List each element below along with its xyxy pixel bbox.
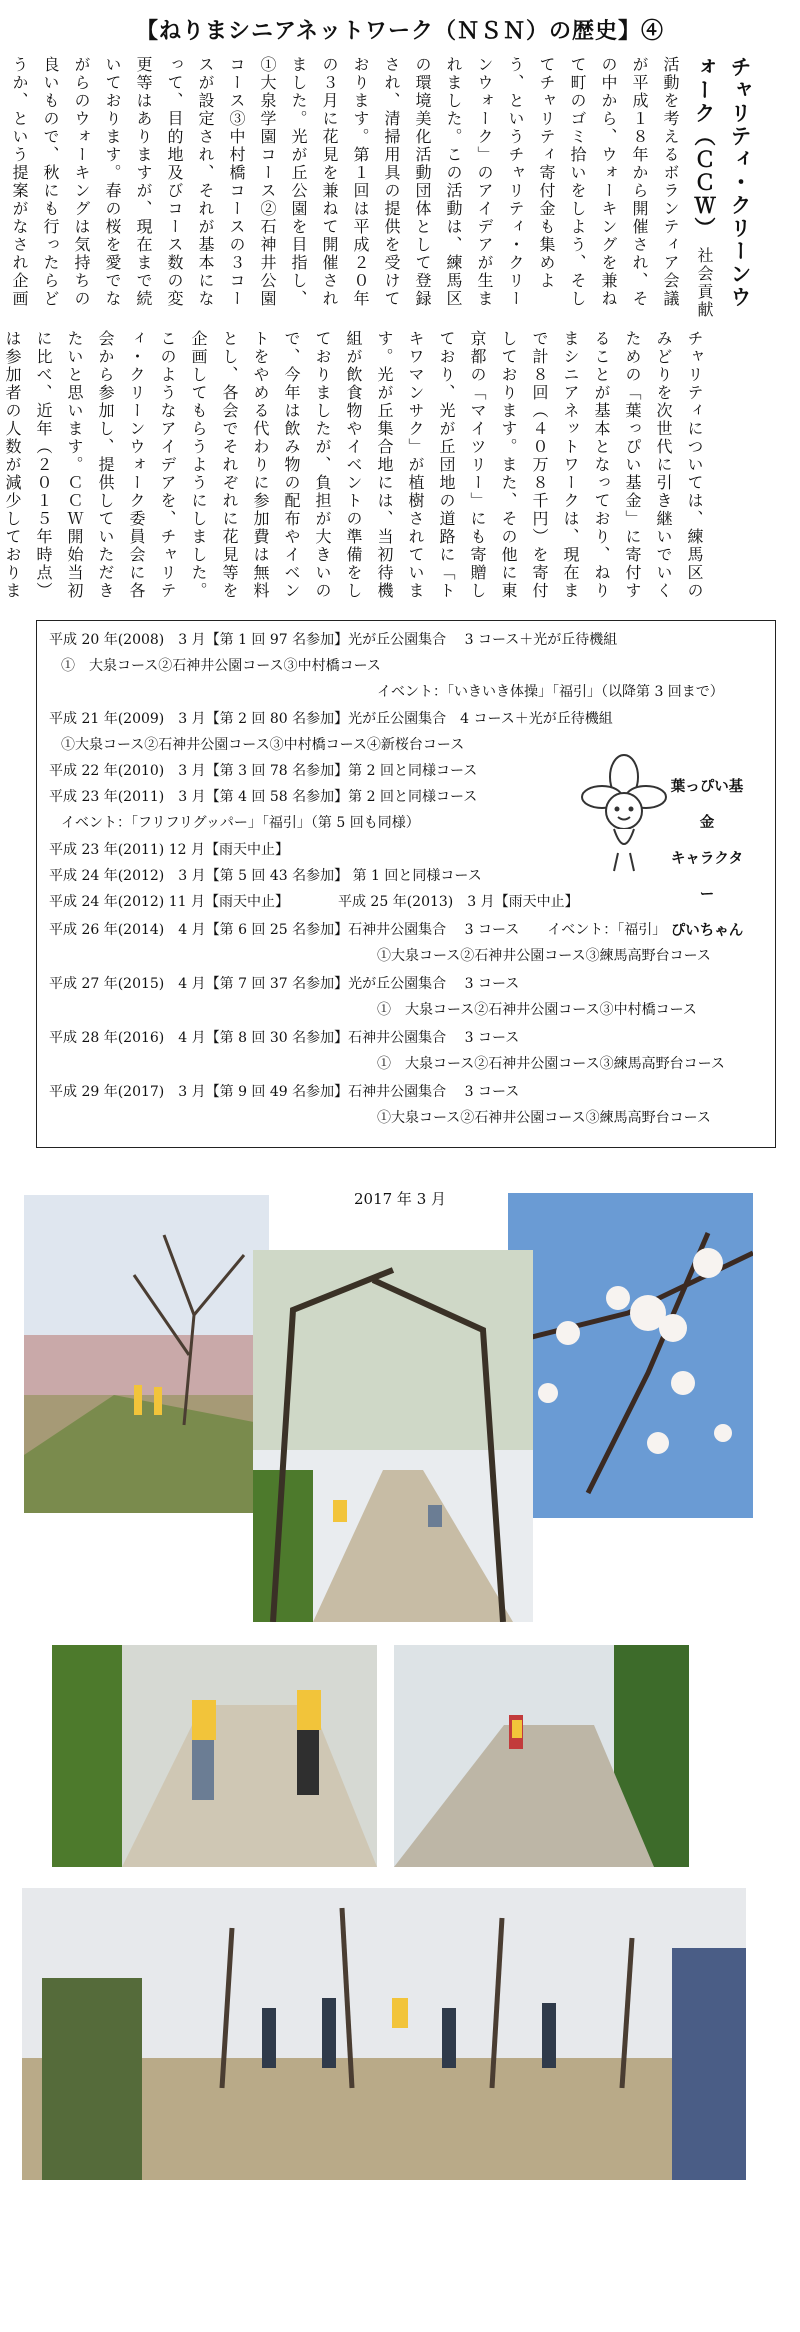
history-row: 平成 24 年(2012) 3 月【第 5 回 43 名参加】 第 1 回と同様コース xyxy=(49,868,482,884)
photo-group-walking xyxy=(253,1250,533,1622)
history-row: ① 大泉コース②石神井公園コース③中村橋コース xyxy=(377,1002,697,1018)
history-row: 平成 24 年(2012) 11 月【雨天中止】 平成 25 年(2013) 3 月【雨天中止】 xyxy=(49,894,579,910)
photo-date: 2017 年 3 月 xyxy=(353,1190,447,1208)
history-box xyxy=(36,620,776,1148)
article-lower-text: チャリティについては、練馬区のみどりを次世代に引き継いでいくための「葉っぴい基金」に寄付することが基本となっており、ねりまシニアネットワークは、現在まで計８回（４０万８千円）を寄付しております。また、その他に東京都の「マイツリー」にも寄贈しており、光が丘団地の道路に「トキワマンサク」が植樹されています。光が丘集合地には、当初待機組が飲食物やイベントの準備をしておりましたが、負担が大きいので、今年は飲み物の配布やイベントをやめる代わりに参加費は無料とし、各会でそれぞれに花見等を企画してもらうようにしました。このようなアイデアを、チャリティ・クリーンウォーク委員会に各会から参加し、提供していただきたいと思います。ＣＣＷ開始当初に比べ、近年（２０１５年時点）は参加者の人数が減少しておりま xyxy=(3,330,704,600)
article-upper xyxy=(10,56,758,321)
photo-park-path xyxy=(394,1645,689,1867)
history-row: ① 大泉コース②石神井公園コース③練馬高野台コース xyxy=(377,1056,725,1072)
history-row: 平成 23 年(2011) 12 月【雨天中止】 xyxy=(49,842,289,858)
article-upper-text: 社会貢献活動を考えるボランティア会議が平成１８年から開催され、その中から、ウォーキングを兼ねて町のゴミ拾いをしよう、そしてチャリティ寄付金も集めよう、というチャリティ・クリーンウォーク」のアイデアが生まれました。この活動は、練馬区の環境美化活動団体として登録され、清掃用具の提供を受けております。第１回は平成２０年の３月に花見を兼ねて開催されました。光が丘公園を目指し、①大泉学園コース②石神井公園コース③中村橋コースの３コースが設定され、それが基本になって、目的地及びコース数の変更等はありますが、現在まで続いております。春の桜を愛でながらのウォーキングは気持ちの良いもので、秋にも行ったらどうか、という提案がなされ企画 xyxy=(10,56,714,320)
mascot-illustration xyxy=(574,749,674,879)
mascot-caption xyxy=(667,769,747,949)
mascot-caption-line: ぴいちゃん xyxy=(670,923,744,939)
history-row: 平成 26 年(2014) 4 月【第 6 回 25 名参加】石神井公園集合 3 コース イベント：「福引」 xyxy=(49,922,667,938)
history-row: 平成 29 年(2017) 3 月【第 9 回 49 名参加】石神井公園集合 3 コース xyxy=(49,1084,520,1100)
history-row: ①大泉コース②石神井公園コース③中村橋コース④新桜台コース xyxy=(61,737,465,753)
history-row: ①大泉コース②石神井公園コース③練馬高野台コース xyxy=(377,948,711,964)
photo-two-walkers xyxy=(52,1645,377,1867)
history-row: 平成 20 年(2008) 3 月【第 1 回 97 名参加】光が丘公園集合 3 コース＋光が丘待機組 xyxy=(49,632,618,648)
mascot-caption-line: キャラクター xyxy=(670,851,744,903)
history-row: 平成 21 年(2009) 3 月【第 2 回 80 名参加】光が丘公園集合 4 コース＋光が丘待機組 xyxy=(49,711,613,727)
mascot-caption-line: 葉っぴい基金 xyxy=(670,779,744,831)
history-row: イベント：「フリフリグッパー」「福引」（第 5 回も同様） xyxy=(61,815,420,831)
history-row: 平成 27 年(2015) 4 月【第 7 回 37 名参加】光が丘公園集合 3 コース xyxy=(49,976,520,992)
history-row: ①大泉コース②石神井公園コース③練馬高野台コース xyxy=(377,1110,711,1126)
history-row: ① 大泉コース②石神井公園コース③中村橋コース xyxy=(61,658,381,674)
page-title: 【ねりまシニアネットワーク（ＮＳＮ）の歴史】④ xyxy=(135,18,665,44)
photo-cherry-path xyxy=(24,1195,269,1513)
photo-group-exercise xyxy=(22,1888,746,2180)
history-row: 平成 23 年(2011) 3 月【第 4 回 58 名参加】第 2 回と同様コース xyxy=(49,789,478,805)
article-heading: チャリティ・クリーンウォーク（ＣＣＷ） xyxy=(692,56,753,309)
history-row: イベント：「いきいき体操」「福引」（以降第 3 回まで） xyxy=(377,684,724,700)
history-row: 平成 28 年(2016) 4 月【第 8 回 30 名参加】石神井公園集合 3 コース xyxy=(49,1030,520,1046)
photo-cherry-blossom xyxy=(508,1193,753,1518)
history-row: 平成 22 年(2010) 3 月【第 3 回 78 名参加】第 2 回と同様コース xyxy=(49,763,478,779)
